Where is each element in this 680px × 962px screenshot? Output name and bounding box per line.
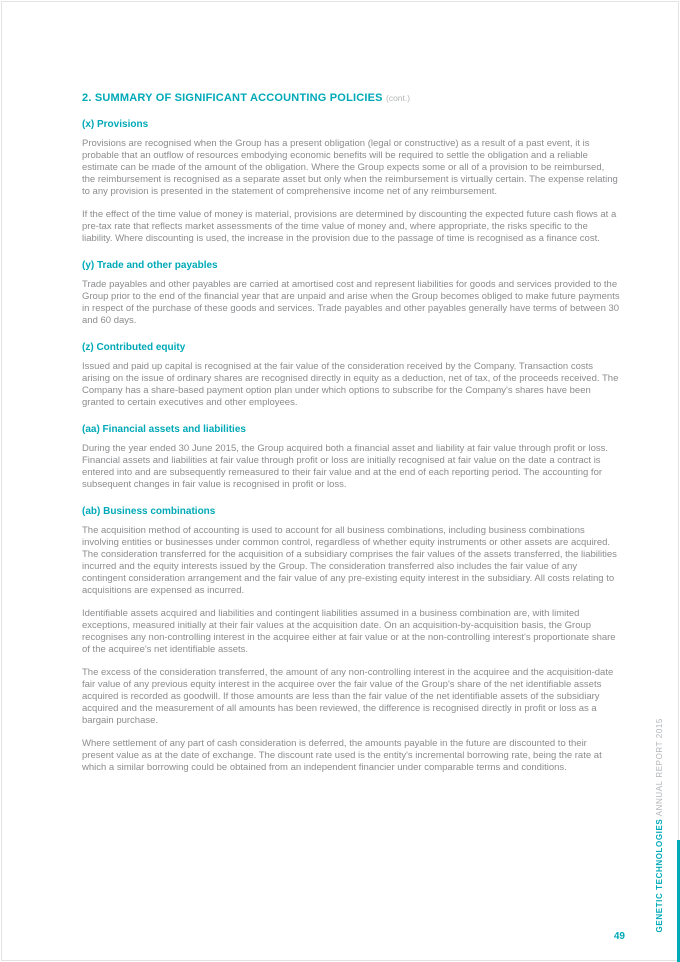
brand-name: GENETIC TECHNOLOGIES [655, 818, 664, 932]
paragraph: Trade payables and other payables are carried at amortised cost and represent liabilities for goods and services provided to the Group prior to the end of the financial year that are unpaid and arise when the Group becomes obliged to make future payments in respect of the purchase of these goods and services. Trade payables and other payables generally have terms of between 30 and 60 days. [82, 279, 620, 326]
section-business-combinations [82, 506, 620, 774]
paragraph: Identifiable assets acquired and liabilities and contingent liabilities assumed in a business combination are, with limited exceptions, measured initially at their fair values at the acquisition date. On an acquisition-by-acquisition basis, the Group recognises any non-controlling interest in the acquiree either at fair value or at the non-controlling interest's proportionate share of the acquiree's net identifiable assets. [82, 608, 616, 655]
section-financial-assets-liabilities [82, 424, 620, 491]
subsection-title-financial-assets: (aa) Financial assets and liabilities [82, 424, 246, 435]
section-trade-and-other-payables [82, 260, 620, 327]
paragraph: Issued and paid up capital is recognised at the fair value of the consideration received by the Company. Transaction costs arising on the issue of ordinary shares are recognised directly in equity as a deduction, net of tax, of the proceeds received. The Company has a share-based payment option plan under which options to subscribe for the Company's shares have been granted to certain executives and other employees. [82, 361, 619, 408]
page-number: 49 [613, 931, 625, 942]
section-provisions [82, 119, 620, 245]
paragraph: The acquisition method of accounting is used to account for all business combinations, including business combinations involving entities or businesses under common control, regardless of whether equity instruments or other assets are acquired. The consideration transferred for the acquisition of a subsidiary comprises the fair values of the assets transferred, the liabilities incurred and the equity interests issued by the Group. The consideration transferred also includes the fair value of any contingent consideration arrangement and the fair value of any pre-existing equity interest in the subsidiary. All costs relating to acquisitions are expensed as incurred. [82, 525, 617, 596]
report-footer-rotated [655, 718, 664, 932]
page-title [82, 92, 620, 105]
subsection-title-contributed-equity: (z) Contributed equity [82, 342, 186, 353]
report-title: ANNUAL REPORT 2015 [655, 717, 664, 819]
paragraph: If the effect of the time value of money is material, provisions are determined by discounting the expected future cash flows at a pre-tax rate that reflects market assessments of the time value of money and, where appropriate, the risks specific to the liability. Where discounting is used, the increase in the provision due to the passage of time is recognised as a finance cost. [82, 209, 617, 244]
section-contributed-equity [82, 342, 620, 409]
page-title-text: 2. SUMMARY OF SIGNIFICANT ACCOUNTING POLICIES [82, 92, 383, 104]
paragraph: Provisions are recognised when the Group has a present obligation (legal or constructive) as a result of a past event, it is probable that an outflow of resources embodying economic benefits will be required to settle the obligation and a reliable estimate can be made of the amount of the obligation. Where the Group expects some or all of a provision to be reimbursed, the reimbursement is recognised as a separate asset but only when the reimbursement is virtually certain. The expense relating to any provision is presented in the statement of comprehensive income net of any reimbursement. [82, 138, 618, 197]
subsection-title-trade-payables: (y) Trade and other payables [82, 260, 218, 271]
document-body [82, 92, 620, 785]
subsection-title-business-combinations: (ab) Business combinations [82, 506, 216, 517]
paragraph: During the year ended 30 June 2015, the Group acquired both a financial asset and liability at fair value through profit or loss. Financial assets and liabilities at fair value through profit or loss are initially recognised at fair value on the date a contract is entered into and are subsequently remeasured to their fair value and at the end of each reporting period. The accounting for subsequent changes in fair value is recognised in profit or loss. [82, 443, 608, 490]
page-title-suffix: (cont.) [385, 93, 411, 103]
paragraph: Where settlement of any part of cash consideration is deferred, the amounts payable in the future are discounted to their present value as at the date of exchange. The discount rate used is the entity's incremental borrowing rate, being the rate at which a similar borrowing could be obtained from an independent financier under comparable terms and conditions. [82, 738, 602, 773]
paragraph: The excess of the consideration transferred, the amount of any non-controlling interest in the acquiree and the acquisition-date fair value of any previous equity interest in the acquiree over the fair value of the Group's share of the net identifiable assets acquired is recorded as goodwill. If those amounts are less than the fair value of the net identifiable assets of the subsidiary acquired and the measurement of all amounts has been reviewed, the difference is recognised directly in profit or loss as a bargain purchase. [82, 667, 614, 726]
subsection-title-provisions: (x) Provisions [82, 119, 149, 130]
